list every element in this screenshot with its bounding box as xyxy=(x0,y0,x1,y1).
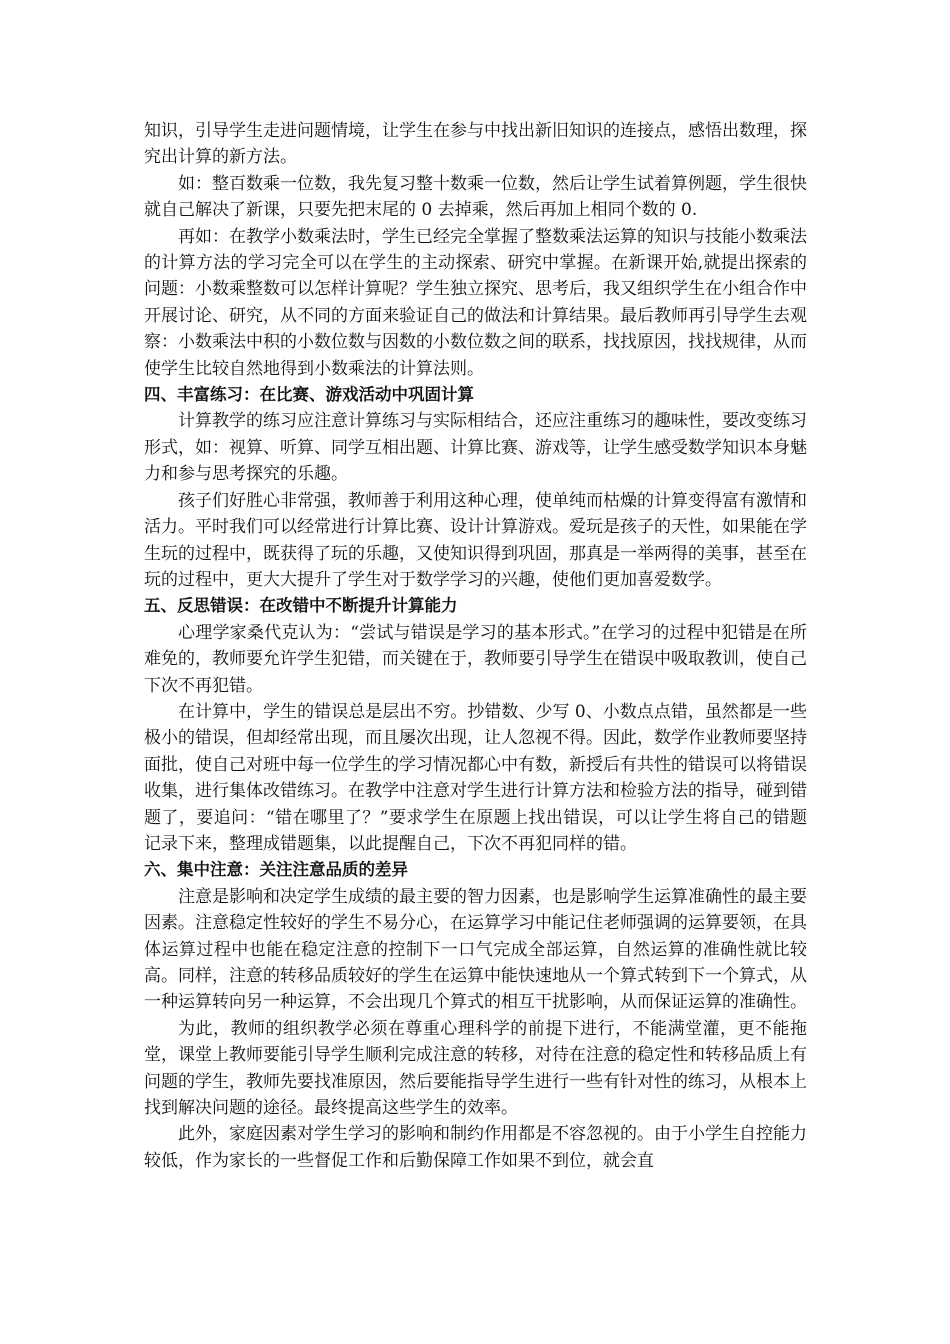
paragraph-competition-games: 孩子们好胜心非常强，教师善于利用这种心理，使单纯而枯燥的计算变得富有激情和活力。平时我们可以经常进行计算比赛、设计计算游戏。爱玩是孩子的天性，如果能在学生玩的过程中，既获得了玩的乐趣，又使知识得到巩固，那真是一举两得的美事，甚至在玩的过程中，更大大提升了学生对于数学学习的兴趣，使他们更加喜爱数学。 xyxy=(144,490,807,590)
paragraph-intro-continuation: 知识，引导学生走进问题情境，让学生在参与中找出新旧知识的连接点，感悟出数理，探究出计算的新方法。 xyxy=(144,121,807,168)
paragraph-example-decimals: 再如：在教学小数乘法时，学生已经完全掌握了整数乘法运算的知识与技能小数乘法的计算方法的学习完全可以在学生的主动探索、研究中掌握。在新课开始,就提出探索的问题：小数乘整数可以怎样计算呢？学生独立探究、思考后，我又组织学生在小组合作中开展讨论、研究，从不同的方面来验证自己的做法和计算结果。最后教师再引导学生去观察：小数乘法中积的小数位数与因数的小数位数之间的联系，找找原因，找找规律，从而使学生比较自然地得到小数乘法的计算法则。 xyxy=(144,226,807,379)
paragraph-teacher-organization: 为此，教师的组织教学必须在尊重心理科学的前提下进行，不能满堂灌，更不能拖堂，课堂上教师要能引导学生顺利完成注意的转移，对待在注意的稳定性和转移品质上有问题的学生，教师先要找准原因，然后要能指导学生进行一些有针对性的练习，从根本上找到解决问题的途径。最终提高这些学生的效率。 xyxy=(144,1018,807,1119)
paragraph-thorndike: 心理学家桑代克认为：“尝试与错误是学习的基本形式。”在学习的过程中犯错是在所难免的，教师要允许学生犯错，而关键在于，教师要引导学生在错误中吸取教训，使自己下次不再犯错。 xyxy=(144,622,807,696)
document-page xyxy=(144,118,807,1174)
section-heading-4: 四、丰富练习：在比赛、游戏活动中巩固计算 xyxy=(144,385,474,405)
section-heading-6: 六、集中注意：关注注意品质的差异 xyxy=(144,860,408,880)
paragraph-practice-forms: 计算教学的练习应注意计算练习与实际相结合，还应注重练习的趣味性，要改变练习形式，如：视算、听算、同学互相出题、计算比赛、游戏等，让学生感受数学知识本身魅力和参与思考探究的乐趣。 xyxy=(144,411,807,485)
paragraph-error-correction: 在计算中，学生的错误总是层出不穷。抄错数、少写 0、小数点点错，虽然都是一些极小的错误，但却经常出现，而且屡次出现，让人忽视不得。因此，数学作业教师要坚持面批，使自己对班中每一位学生的学习情况都心中有数，新授后有共性的错误可以将错误收集，进行集体改错练习。在教学中注意对学生进行计算方法和检验方法的指导，碰到错题了，要追问：“错在哪里了？”要求学生在原题上找出错误，可以让学生将自己的错题记录下来，整理成错题集，以此提醒自己，下次不再犯同样的错。 xyxy=(144,701,807,854)
paragraph-attention-factors: 注意是影响和决定学生成绩的最主要的智力因素，也是影响学生运算准确性的最主要因素。注意稳定性较好的学生不易分心，在运算学习中能记住老师强调的运算要领，在具体运算过程中也能在稳定注意的控制下一口气完成全部运算，自然运算的准确性就比较高。同样，注意的转移品质较好的学生在运算中能快速地从一个算式转到下一个算式，从一种运算转向另一种运算，不会出现几个算式的相互干扰影响，从而保证运算的准确性。 xyxy=(144,886,807,1013)
paragraph-example-hundreds: 如：整百数乘一位数，我先复习整十数乘一位数，然后让学生试着算例题，学生很快就自己解决了新课，只要先把末尾的 0 去掉乘，然后再加上相同个数的 0. xyxy=(144,173,807,221)
section-heading-5: 五、反思错误：在改错中不断提升计算能力 xyxy=(144,596,458,616)
paragraph-family-factors: 此外，家庭因素对学生学习的影响和制约作用都是不容忽视的。由于小学生自控能力较低，作为家长的一些督促工作和后勤保障工作如果不到位，就会直 xyxy=(144,1124,807,1171)
